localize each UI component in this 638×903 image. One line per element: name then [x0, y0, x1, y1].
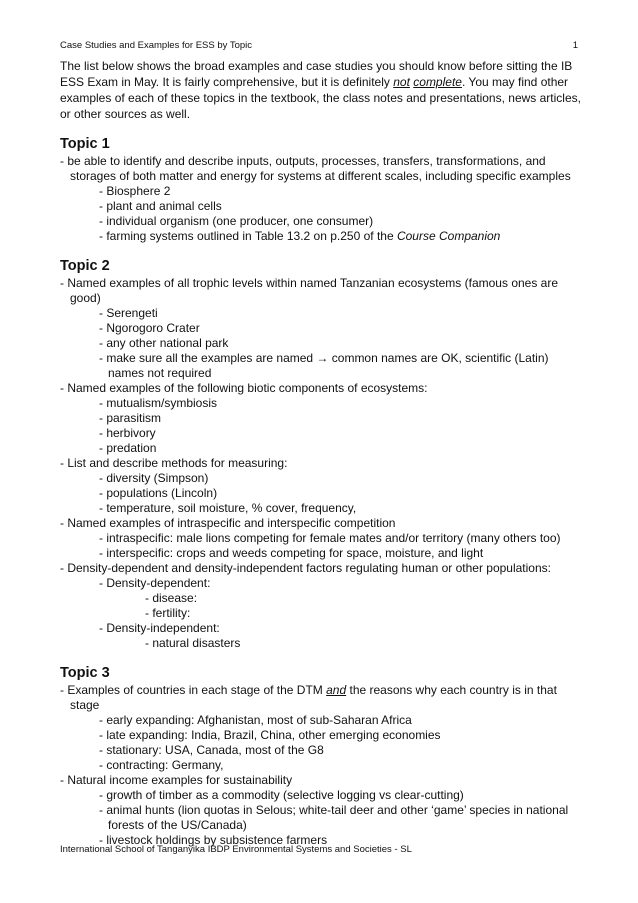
- topic-2-subitem: - intraspecific: male lions competing for female mates and/or territory (many others too): [99, 531, 561, 545]
- topic-2-subsubitem: - disease:: [145, 591, 198, 605]
- topic-3-subitem: - livestock holdings by subsistence farmers: [99, 833, 328, 847]
- intro-text-2: . You may find other examples of each of these topics in the textbook, the class notes and presentations, news articles, or other sources as well.: [60, 75, 581, 121]
- page-number: 1: [572, 40, 578, 51]
- topic-2-subitem: - Density-dependent:: [99, 576, 211, 590]
- topic-3-subitem: - stationary: USA, Canada, most of the G8: [99, 743, 324, 757]
- topic-2-subitem: - herbivory: [99, 426, 156, 440]
- topic-2-subitem: - Serengeti: [99, 306, 158, 320]
- topic-1-subitem: - Biosphere 2: [99, 184, 171, 198]
- topic-1-subitem: - plant and animal cells: [99, 199, 222, 213]
- topic-3-subitem: - growth of timber as a commodity (selective logging vs clear-cutting): [99, 788, 464, 802]
- topic-1-heading: Topic 1: [60, 136, 110, 152]
- topic-2-heading: Topic 2: [60, 258, 110, 274]
- topic-1-section: [60, 136, 582, 244]
- header-title: Case Studies and Examples for ESS by Topic: [60, 40, 253, 51]
- topic-2-subitem: - populations (Lincoln): [99, 486, 218, 500]
- topic-2-item: - Named examples of intraspecific and interspecific competition: [60, 516, 396, 530]
- topic-2-subsubitem: - fertility:: [145, 606, 191, 620]
- topic-3-section: [60, 665, 582, 848]
- intro-complete: complete: [413, 75, 462, 89]
- topic-3-item-text: - Examples of countries in each stage of the DTM: [60, 683, 327, 697]
- topic-3-item: [60, 683, 582, 713]
- topic-2-item: - Named examples of the following biotic components of ecosystems:: [60, 381, 428, 395]
- topic-1-subitem-text: - farming systems outlined in Table 13.2 on p.250 of the: [99, 229, 397, 243]
- topic-2-subitem: - diversity (Simpson): [99, 471, 209, 485]
- dtm-and: and: [326, 683, 347, 697]
- topic-3-subitem: - late expanding: India, Brazil, China, other emerging economies: [99, 728, 441, 742]
- page-footer: International School of Tanganyika IBDP Environmental Systems and Societies - SL: [60, 844, 412, 855]
- topic-2-subitem: - make sure all the examples are named → common names are OK, scientific (Latin) names not required: [99, 351, 549, 380]
- topic-2-subitem: - interspecific: crops and weeds competing for space, moisture, and light: [99, 546, 484, 560]
- topic-3-subitem: - animal hunts (lion quotas in Selous; white-tail deer and other ‘game’ species in national forests of the US/Canada): [99, 803, 569, 832]
- document-body: [60, 58, 582, 848]
- topic-2-subitem: - predation: [99, 441, 157, 455]
- topic-3-subitem: - contracting: Germany,: [99, 758, 224, 772]
- topic-2-section: [60, 258, 582, 651]
- topic-3-item-text: the reasons why each country is in that stage: [70, 683, 557, 712]
- topic-1-subitem: [60, 229, 582, 244]
- page-header: [60, 40, 578, 51]
- topic-1-item: - be able to identify and describe inputs, outputs, processes, transfers, transformations, and storages of both matter and energy for systems at different scales, including specific examples: [60, 154, 571, 183]
- topic-1-subitem: - individual organism (one producer, one consumer): [99, 214, 374, 228]
- topic-2-subitem: - temperature, soil moisture, % cover, frequency,: [99, 501, 357, 515]
- topic-3-subitem: - early expanding: Afghanistan, most of sub-Saharan Africa: [99, 713, 412, 727]
- topic-2-subitem: - Density-independent:: [99, 621, 220, 635]
- intro-text-1: The list below shows the broad examples and case studies you should know before sitting the IB ESS Exam in May. It is fairly comprehensive, but it is definitely: [60, 59, 573, 89]
- topic-2-subitem: - any other national park: [99, 336, 229, 350]
- topic-2-subsubitem: - natural disasters: [145, 636, 241, 650]
- intro-paragraph: [60, 58, 582, 122]
- topic-2-subitem: - Ngorogoro Crater: [99, 321, 200, 335]
- topic-2-subitem: - parasitism: [99, 411, 162, 425]
- topic-2-item: - List and describe methods for measuring:: [60, 456, 288, 470]
- intro-not: not: [393, 75, 410, 89]
- topic-3-item: - Natural income examples for sustainability: [60, 773, 293, 787]
- topic-2-item: - Density-dependent and density-independent factors regulating human or other populations:: [60, 561, 551, 575]
- topic-2-item: - Named examples of all trophic levels within named Tanzanian ecosystems (famous ones are good): [60, 276, 559, 305]
- course-companion-title: Course Companion: [396, 229, 501, 243]
- topic-2-subitem: - mutualism/symbiosis: [99, 396, 218, 410]
- topic-3-heading: Topic 3: [60, 665, 110, 681]
